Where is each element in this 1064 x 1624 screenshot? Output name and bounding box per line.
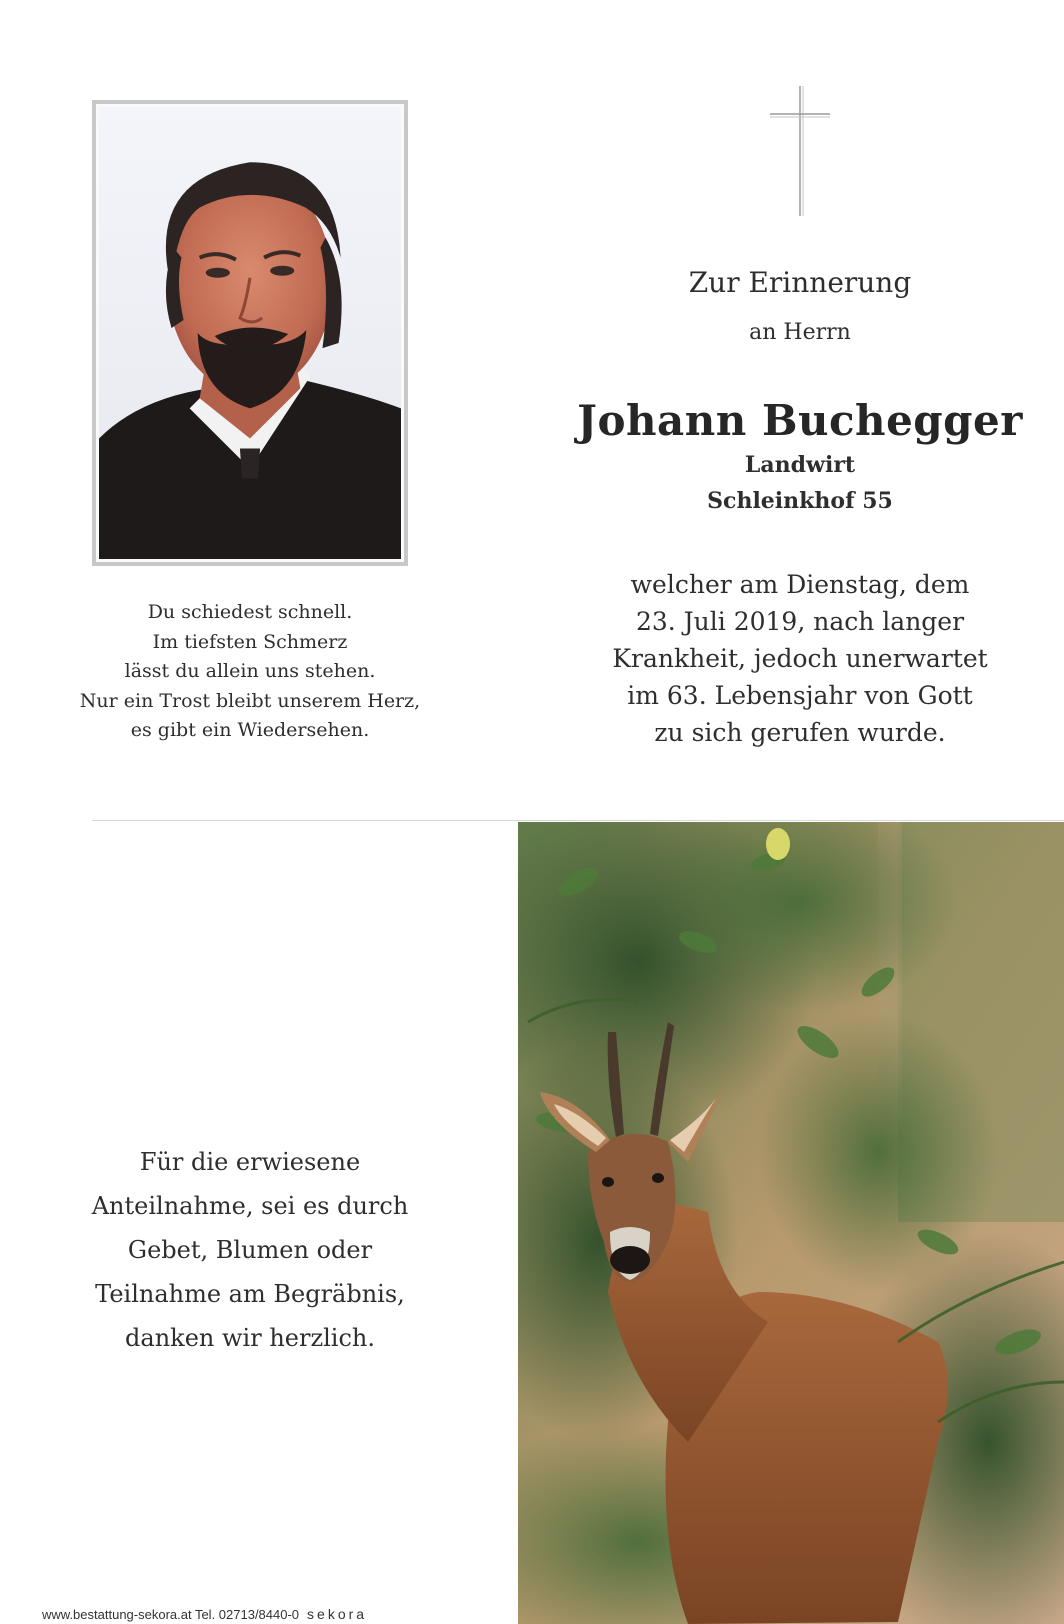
poem-line: Im tiefsten Schmerz bbox=[152, 630, 348, 653]
poem-line: Nur ein Trost bleibt unserem Herz, bbox=[79, 689, 421, 712]
address: Schleinkhof 55 bbox=[707, 488, 893, 514]
poem-line: es gibt ein Wiedersehen. bbox=[130, 719, 370, 741]
thanks-line: Gebet, Blumen oder bbox=[127, 1236, 373, 1264]
death-line: zu sich gerufen wurde. bbox=[654, 718, 946, 747]
death-line: 23. Juli 2019, nach langer bbox=[635, 607, 965, 636]
portrait-photo bbox=[92, 100, 408, 566]
death-line: Krankheit, jedoch unerwartet bbox=[612, 644, 988, 673]
fold-divider bbox=[92, 820, 1064, 821]
death-line: im 63. Lebensjahr von Gott bbox=[627, 681, 973, 710]
brand-logo: sekora bbox=[307, 1606, 368, 1622]
thanks-line: Anteilnahme, sei es durch bbox=[91, 1192, 409, 1220]
footer-contact: www.bestattung-sekora.at Tel. 02713/8440-0 bbox=[42, 1607, 300, 1622]
deceased-name: Johann Buchegger bbox=[577, 396, 1023, 445]
footer bbox=[42, 1606, 367, 1622]
thanks-line: Für die erwiesene bbox=[139, 1148, 361, 1176]
poem-line: lässt du allein uns stehen. bbox=[124, 660, 376, 682]
thanks-message bbox=[60, 1140, 440, 1360]
thanks-line: Teilnahme am Begräbnis, bbox=[95, 1280, 405, 1308]
cross-icon bbox=[768, 86, 832, 216]
deer-image bbox=[518, 822, 1064, 1624]
roe-deer-photo bbox=[518, 822, 1064, 1624]
occupation: Landwirt bbox=[744, 452, 856, 478]
memorial-poem bbox=[40, 598, 460, 746]
poem-line: Du schiedest schnell. bbox=[147, 601, 353, 623]
portrait-image bbox=[99, 107, 401, 559]
death-line: welcher am Dienstag, dem bbox=[630, 570, 970, 599]
heading: Zur Erinnerung bbox=[688, 266, 912, 299]
thanks-line: danken wir herzlich. bbox=[125, 1324, 375, 1352]
salutation: an Herrn bbox=[749, 320, 851, 345]
death-announcement bbox=[580, 566, 1020, 751]
